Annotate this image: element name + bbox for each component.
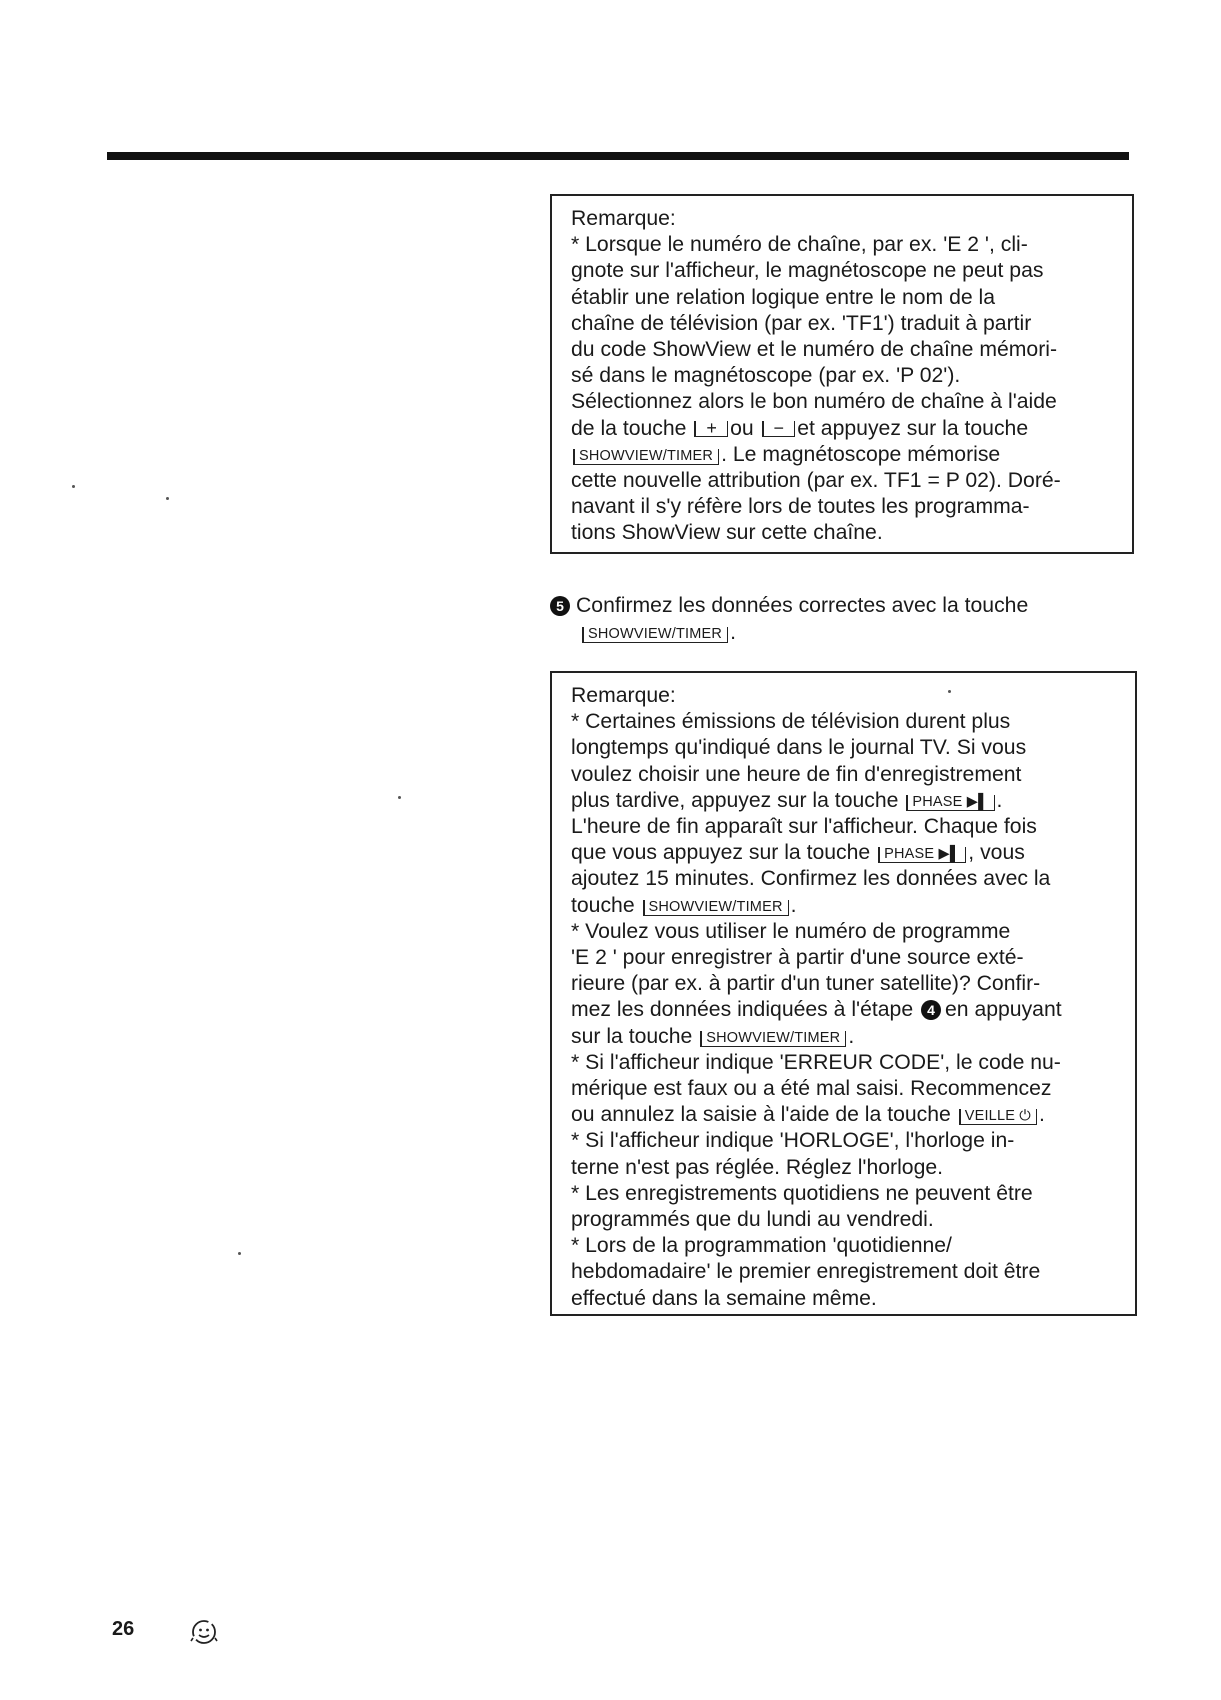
note-line: tions ShowView sur cette chaîne.: [571, 521, 883, 545]
note-line: hebdomadaire' le premier enregistrement doit être: [571, 1260, 1041, 1284]
step-line: [550, 593, 1110, 620]
note-line: ajoutez 15 minutes. Confirmez les données avec la: [571, 867, 1051, 891]
note-text: . Le magnétoscope mémorise: [721, 442, 1001, 466]
note-line: [571, 442, 1112, 468]
speck: [166, 497, 169, 500]
note-text: .: [790, 893, 797, 917]
step-5: [550, 593, 1110, 646]
plus-key-label: +: [694, 421, 728, 437]
note-line: cette nouvelle attribution (par ex. TF1 = P 02). Doré-: [571, 469, 1061, 493]
step-line: [550, 620, 1110, 647]
showview-timer-key-label: SHOWVIEW/TIMER: [700, 1031, 846, 1047]
note-line: * Lorsque le numéro de chaîne, par ex. 'E 2 ', cli-: [571, 233, 1028, 257]
step-4-reference-badge: 4: [921, 1000, 941, 1020]
showview-timer-key-label: SHOWVIEW/TIMER: [582, 627, 728, 643]
note-line: [571, 1102, 1115, 1128]
top-rule: [107, 152, 1129, 160]
note-text: plus tardive, appuyez sur la touche: [571, 788, 899, 812]
speck: [398, 796, 401, 799]
note-line: effectué dans la semaine même.: [571, 1286, 877, 1310]
showview-timer-key-label: SHOWVIEW/TIMER: [643, 900, 789, 916]
note-line: établir une relation logique entre le nom de la: [571, 285, 996, 309]
note-text: et appuyez sur la touche: [797, 416, 1029, 440]
note-line: * Certaines émissions de télévision durent plus: [571, 710, 1011, 734]
speck: [72, 485, 75, 488]
note-text: .: [996, 788, 1003, 812]
note-line: navant il s'y réfère lors de toutes les programma-: [571, 495, 1030, 519]
note-line: terne n'est pas réglée. Réglez l'horloge.: [571, 1155, 944, 1179]
note-line: * Voulez vous utiliser le numéro de programme: [571, 919, 1011, 943]
note-text: de la touche: [571, 416, 687, 440]
note-box-2: [550, 671, 1137, 1316]
note-line: [571, 1024, 1115, 1050]
step-text: Confirmez les données correctes avec la touche: [576, 594, 1029, 617]
note-line: [571, 788, 1115, 814]
minus-key-label: −: [762, 421, 796, 437]
note-line: [571, 997, 1115, 1023]
note-line: chaîne de télévision (par ex. 'TF1') traduit à partir: [571, 311, 1032, 335]
note-line: * Si l'afficheur indique 'ERREUR CODE', le code nu-: [571, 1050, 1061, 1074]
note-line: du code ShowView et le numéro de chaîne mémori-: [571, 338, 1058, 362]
note-text: sur la touche: [571, 1024, 693, 1048]
veille-key-label: VEILLE ⏻: [959, 1109, 1037, 1125]
note-line: Sélectionnez alors le bon numéro de chaîne à l'aide: [571, 390, 1057, 414]
note-line: * Les enregistrements quotidiens ne peuvent être: [571, 1181, 1033, 1205]
note-text: que vous appuyez sur la touche: [571, 841, 871, 865]
note-line: programmés que du lundi au vendredi.: [571, 1208, 934, 1232]
smiley-icon: [188, 1616, 220, 1648]
phase-key-label: PHASE ▶▌: [878, 847, 966, 863]
speck: [238, 1252, 241, 1255]
note-line: * Lors de la programmation 'quotidienne/: [571, 1234, 952, 1258]
note-line: 'E 2 ' pour enregistrer à partir d'une source exté-: [571, 946, 1024, 970]
note-text: mez les données indiquées à l'étape: [571, 998, 914, 1022]
note-line: * Si l'afficheur indique 'HORLOGE', l'horloge in-: [571, 1129, 1015, 1153]
note-line: voulez choisir une heure de fin d'enregistrement: [571, 762, 1022, 786]
note-line: mérique est faux ou a été mal saisi. Recommencez: [571, 1077, 1052, 1101]
note-title: Remarque:: [571, 684, 676, 707]
note-text: , vous: [968, 841, 1025, 865]
note-text: en appuyant: [945, 998, 1062, 1022]
note-line: [571, 840, 1115, 866]
note-line: gnote sur l'afficheur, le magnétoscope ne peut pas: [571, 259, 1044, 283]
showview-timer-key-label: SHOWVIEW/TIMER: [573, 449, 719, 465]
note-text: .: [1038, 1103, 1045, 1127]
note-line: longtemps qu'indiqué dans le journal TV. Si vous: [571, 736, 1027, 760]
note-text: ou: [730, 416, 754, 440]
step-text: .: [730, 620, 736, 644]
note-text: .: [848, 1024, 855, 1048]
speck: [948, 690, 951, 693]
note-line: [571, 416, 1112, 442]
note-box-1: [550, 194, 1134, 554]
note-text: touche: [571, 893, 635, 917]
note-title: Remarque:: [571, 207, 676, 230]
note-text: ou annulez la saisie à l'aide de la touche: [571, 1103, 951, 1127]
page-number: 26: [112, 1618, 135, 1640]
note-line: [571, 893, 1115, 919]
note-line: L'heure de fin apparaît sur l'afficheur. Chaque fois: [571, 815, 1037, 839]
step-number-badge: 5: [550, 596, 570, 616]
phase-key-label: PHASE ▶▌: [906, 795, 994, 811]
note-line: sé dans le magnétoscope (par ex. 'P 02').: [571, 364, 961, 388]
note-line: rieure (par ex. à partir d'un tuner satellite)? Confir-: [571, 972, 1041, 996]
